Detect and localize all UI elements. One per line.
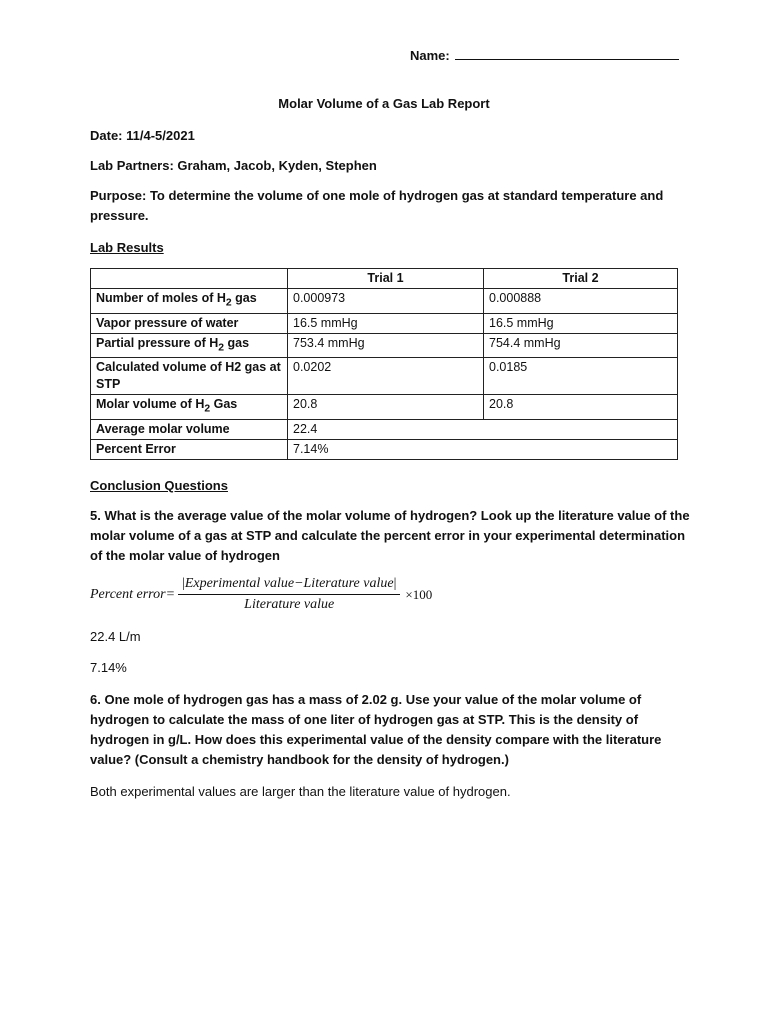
- formula-lhs: Percent error: [90, 586, 166, 602]
- trial2-cell: 0.000888: [484, 289, 678, 314]
- answer-5-molar-volume: 22.4 L/m: [90, 629, 141, 644]
- table-row: [91, 358, 678, 395]
- trial2-cell: 754.4 mmHg: [484, 333, 678, 358]
- formula-denominator: Literature value: [244, 597, 335, 612]
- name-blank-line: [455, 47, 679, 60]
- trial1-cell: 16.5 mmHg: [288, 313, 484, 333]
- formula-fraction: [178, 574, 400, 615]
- row-label: Percent Error: [91, 439, 288, 459]
- row-label: Partial pressure of $H_2$ gas: [91, 333, 288, 358]
- lab-results-heading: Lab Results: [90, 240, 164, 255]
- table-row: [91, 333, 678, 358]
- trial1-cell: 20.8: [288, 395, 484, 420]
- row-label: Number of moles of $H_2$ gas: [91, 289, 288, 314]
- purpose-paragraph: Purpose: To determine the volume of one mole of hydrogen gas at standard temperature and pressure.: [90, 188, 664, 223]
- percent-error-formula: [90, 574, 432, 615]
- name-label: Name:: [410, 48, 450, 63]
- table-header-cell: [91, 269, 288, 289]
- table-header-row: [91, 269, 678, 289]
- table-header-cell: Trial 1: [288, 269, 484, 289]
- lab-partners-line: Lab Partners: Graham, Jacob, Kyden, Stephen: [90, 158, 377, 173]
- trial1-cell: 0.000973: [288, 289, 484, 314]
- formula-multiplier: ×100: [405, 586, 433, 602]
- date-line: Date: 11/4-5/2021: [90, 128, 195, 143]
- row-label: Molar volume of $H_2$ Gas: [91, 395, 288, 420]
- table-row: [91, 439, 678, 459]
- document-title: Molar Volume of a Gas Lab Report: [278, 96, 490, 111]
- formula-numerator: |Experimental value−Literature value|: [178, 574, 400, 595]
- lab-results-table: [90, 268, 678, 460]
- row-label: Vapor pressure of water: [91, 313, 288, 333]
- trial1-cell: 753.4 mmHg: [288, 333, 484, 358]
- name-field: [410, 47, 679, 63]
- trial2-cell: 20.8: [484, 395, 678, 420]
- row-label: Calculated volume of H2 gas at STP: [91, 358, 288, 395]
- table-header-cell: Trial 2: [484, 269, 678, 289]
- table-row: [91, 395, 678, 420]
- merged-value-cell: 22.4: [288, 419, 678, 439]
- table-row: [91, 289, 678, 314]
- question-6: 6. One mole of hydrogen gas has a mass of 2.02 g. Use your value of the molar volume of hydrogen to calculate the mass of one liter of hydrogen gas at STP. This is the density of hydrogen in g/L. How does this experimental value of the density compare with the literature value? (Consult a chemistry handbook for the density of hydrogen.): [90, 692, 662, 767]
- answer-6: Both experimental values are larger than the literature value of hydrogen.: [90, 784, 511, 799]
- conclusion-heading: Conclusion Questions: [90, 478, 228, 493]
- trial2-cell: 16.5 mmHg: [484, 313, 678, 333]
- table-row: [91, 313, 678, 333]
- trial1-cell: 0.0202: [288, 358, 484, 395]
- table-row: [91, 419, 678, 439]
- formula-equals: =: [165, 586, 176, 602]
- merged-value-cell: 7.14%: [288, 439, 678, 459]
- question-5: 5. What is the average value of the molar volume of hydrogen? Look up the literature value of the molar volume of a gas at STP and calculate the percent error in your experimental determination of the molar value of hydrogen: [90, 508, 690, 563]
- row-label: Average molar volume: [91, 419, 288, 439]
- answer-5-percent-error: 7.14%: [90, 660, 127, 675]
- trial2-cell: 0.0185: [484, 358, 678, 395]
